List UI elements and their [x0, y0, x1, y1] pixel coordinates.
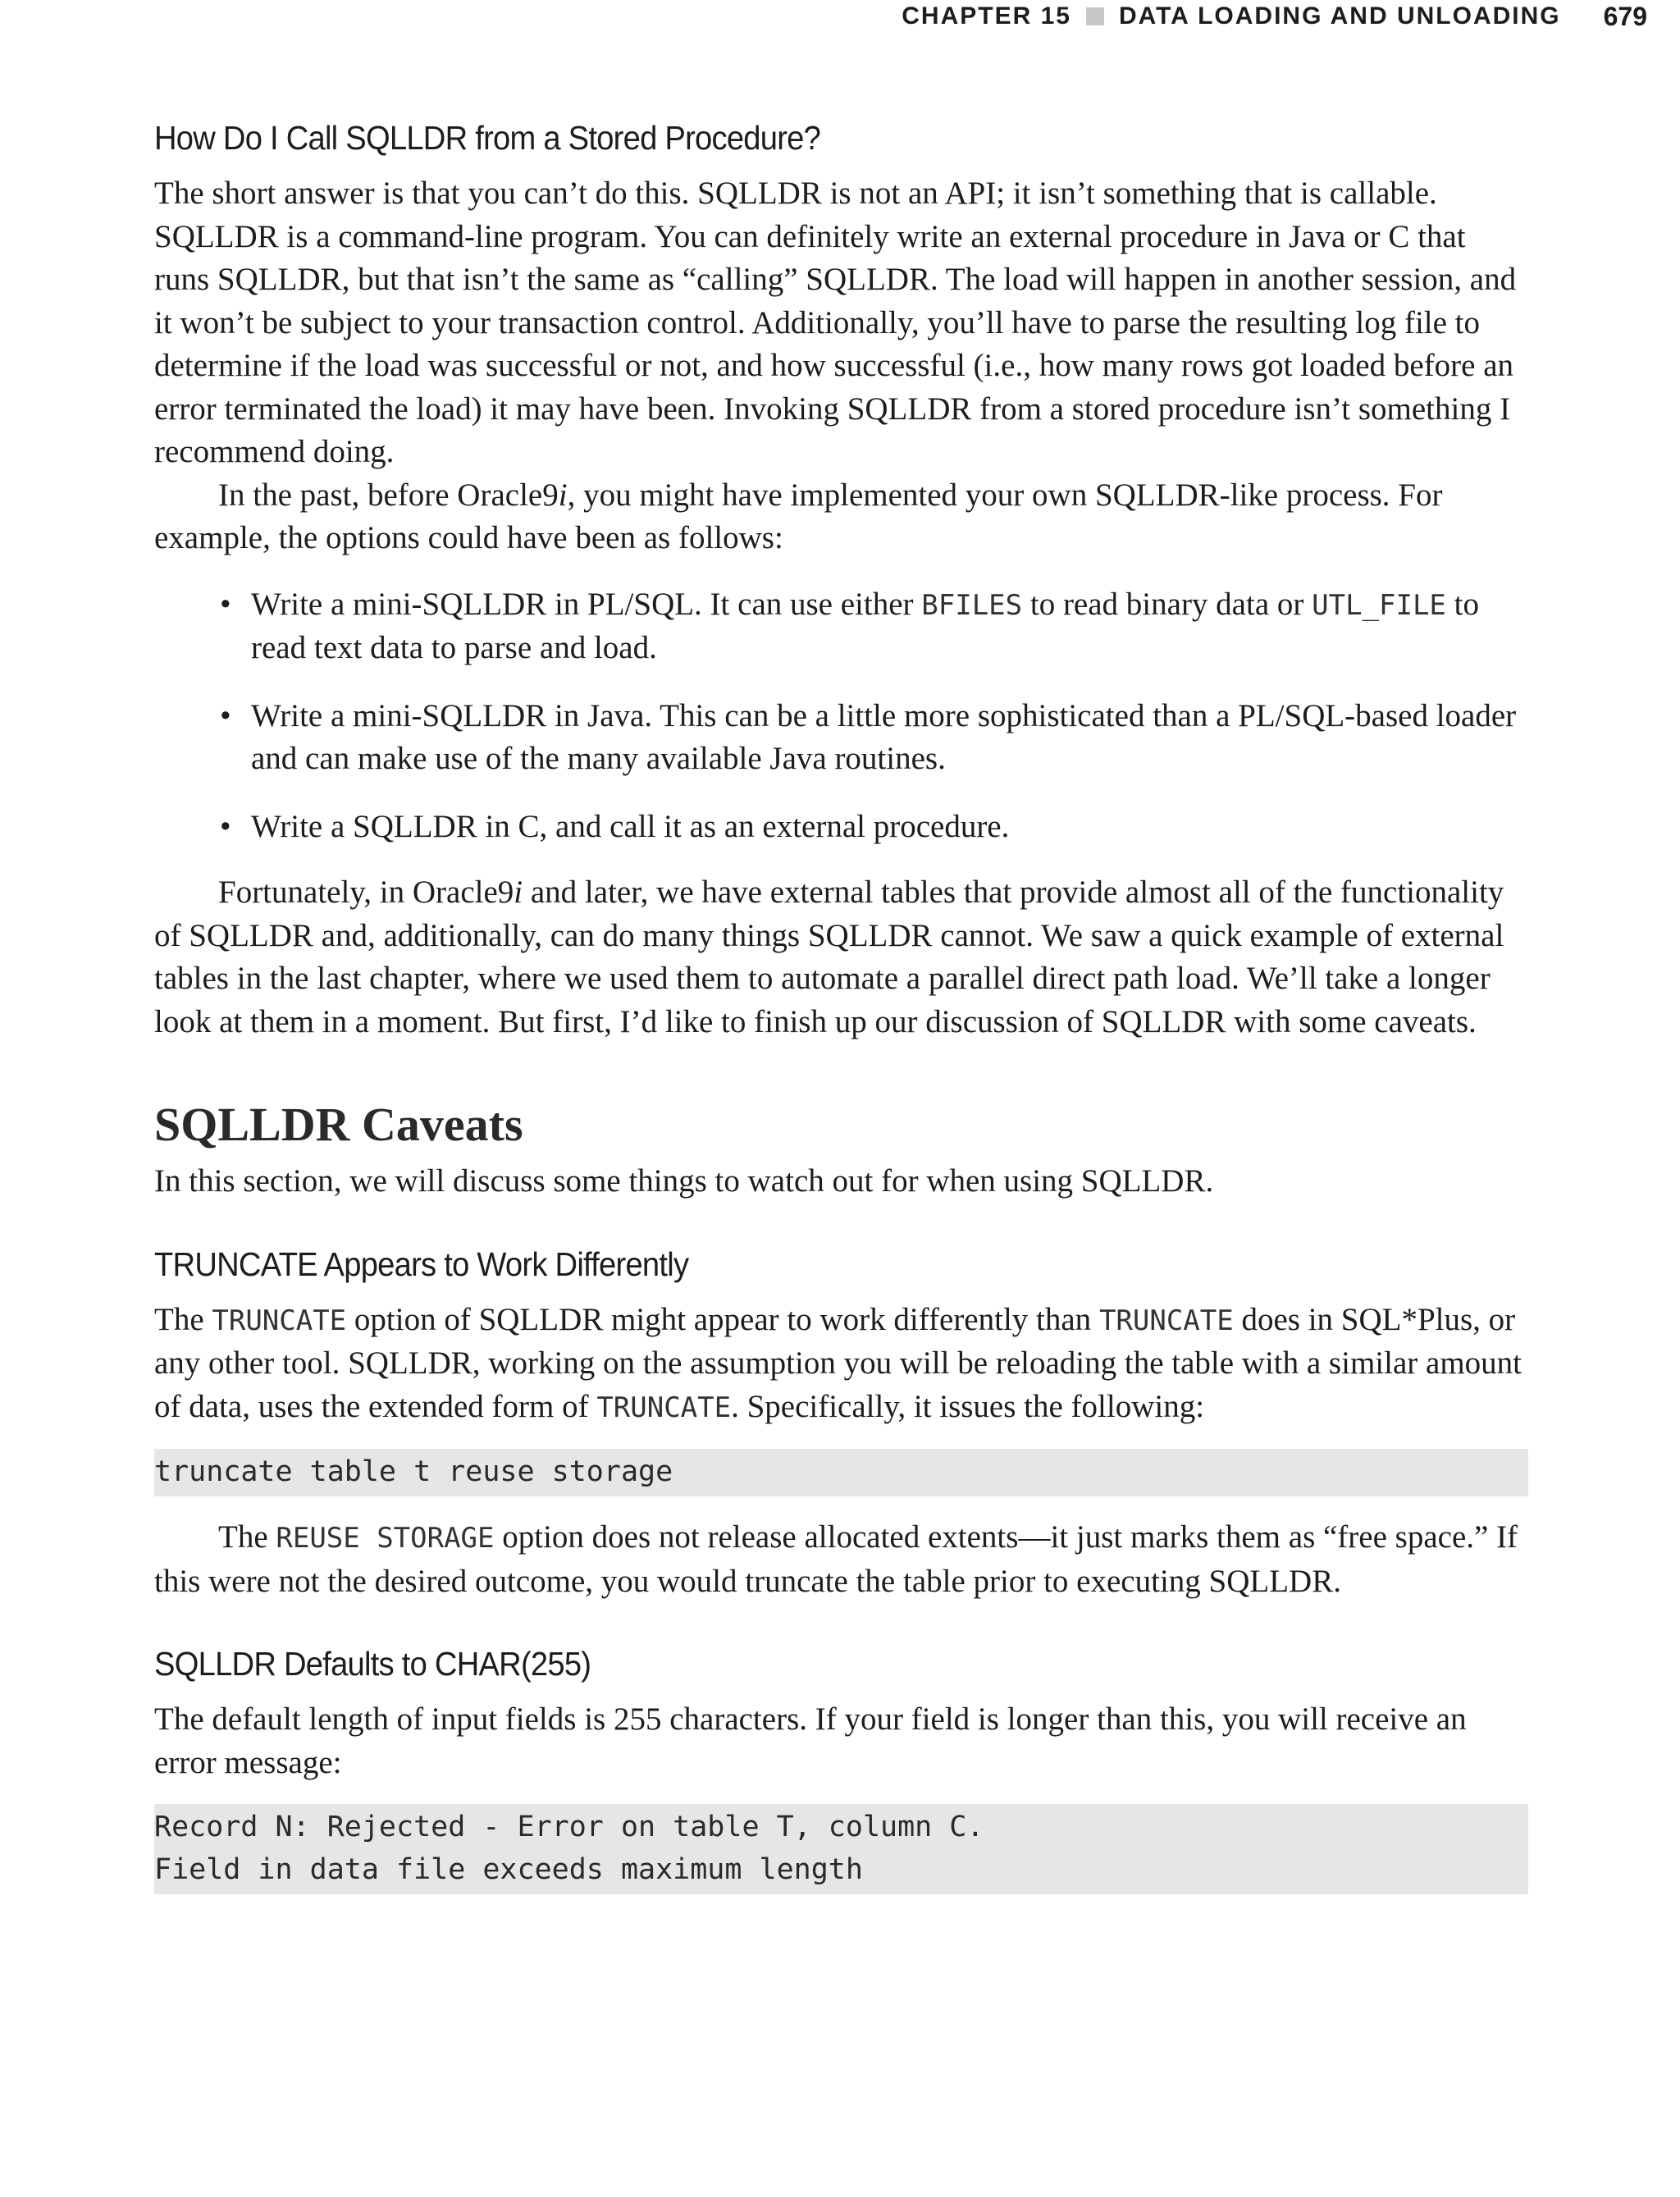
list-item-c: • Write a SQLLDR in C, and call it as an external procedure.: [251, 806, 1528, 849]
paragraph-in-the-past: In the past, before Oracle9i, you might have implemented your own SQLLDR-like process. For example, the options could have been as follows:: [154, 477, 1443, 555]
running-head-separator: [1086, 7, 1104, 25]
code-inline-truncate: TRUNCATE: [1098, 1304, 1234, 1337]
page-body: [154, 113, 1528, 1894]
list-item-java: • Write a mini-SQLLDR in Java. This can be a little more sophisticated than a PL/SQL-based loader and can make use of the many available Java routines.: [251, 695, 1528, 781]
paragraph-caveats-intro: In this section, we will discuss some things to watch out for when using SQLLDR.: [154, 1163, 1214, 1199]
options-list: [154, 583, 1528, 849]
chapter-title: DATA LOADING AND UNLOADING: [1118, 2, 1561, 30]
code-block-truncate: truncate table t reuse storage: [154, 1449, 1528, 1496]
code-inline-reuse-storage: REUSE STORAGE: [276, 1522, 495, 1555]
section-heading-truncate: TRUNCATE Appears to Work Differently: [154, 1245, 689, 1283]
section-heading-call-sqlldr: How Do I Call SQLLDR from a Stored Procedure?: [154, 119, 821, 157]
paragraph-short-answer: The short answer is that you can’t do this. SQLLDR is not an API; it isn’t something that is callable. SQLLDR is a command-line program. You can definitely write an external procedure in Java or C that runs SQLLDR, but that isn’t the same as “calling” SQLLDR. The load will happen in another session, and it won’t be subject to your transaction control. Additionally, you’ll have to parse the resulting log file to determine if the load was successful or not, and how successful (i.e., how many rows got loaded before an error terminated the load) it may have been. Invoking SQLLDR from a stored procedure isn’t something I recommend doing.: [154, 176, 1517, 469]
paragraph-default-length: The default length of input fields is 255 characters. If your field is longer than this, you will receive an error message:: [154, 1701, 1467, 1780]
code-block-error: [154, 1804, 1528, 1894]
code-inline-truncate: TRUNCATE: [596, 1391, 732, 1424]
code-line: Field in data file exceeds maximum length: [154, 1853, 863, 1886]
list-item-plsql: • Write a mini-SQLLDR in PL/SQL. It can use either BFILES to read binary data or UTL_FILE to read text data to parse and load.: [251, 583, 1528, 670]
code-inline-truncate: TRUNCATE: [212, 1304, 347, 1337]
page-number: 679: [1603, 1, 1647, 31]
paragraph-reuse-storage: The REUSE STORAGE option does not release allocated extents—it just marks them as “free space.” If this were not the desired outcome, you would truncate the table prior to executing SQLLDR.: [154, 1519, 1518, 1599]
code-line: Record N: Rejected - Error on table T, column C.: [154, 1811, 984, 1843]
section-heading-caveats: SQLLDR Caveats: [154, 1098, 523, 1151]
bullet-icon: •: [220, 808, 231, 844]
paragraph-fortunately: Fortunately, in Oracle9i and later, we have external tables that provide almost all of the functionality of SQLLDR and, additionally, can do many things SQLLDR cannot. We saw a quick example of external tables in the last chapter, where we used them to automate a parallel direct path load. We’ll take a longer look at them in a moment. But first, I’d like to finish up our discussion of SQLLDR with some caveats.: [154, 875, 1504, 1039]
code-inline-utl-file: UTL_FILE: [1312, 588, 1446, 622]
code-inline-bfiles: BFILES: [921, 588, 1023, 622]
running-head: [902, 2, 1647, 31]
section-heading-char255: SQLLDR Defaults to CHAR(255): [154, 1645, 591, 1683]
paragraph-truncate: The TRUNCATE option of SQLLDR might appear to work differently than TRUNCATE does in SQL*Plus, or any other tool. SQLLDR, working on the assumption you will be reloading the table with a similar amount of data, uses the extended form of TRUNCATE. Specifically, it issues the following:: [154, 1301, 1522, 1424]
bullet-icon: •: [220, 697, 231, 733]
chapter-label: CHAPTER 15: [902, 2, 1071, 30]
bullet-icon: •: [220, 586, 231, 622]
